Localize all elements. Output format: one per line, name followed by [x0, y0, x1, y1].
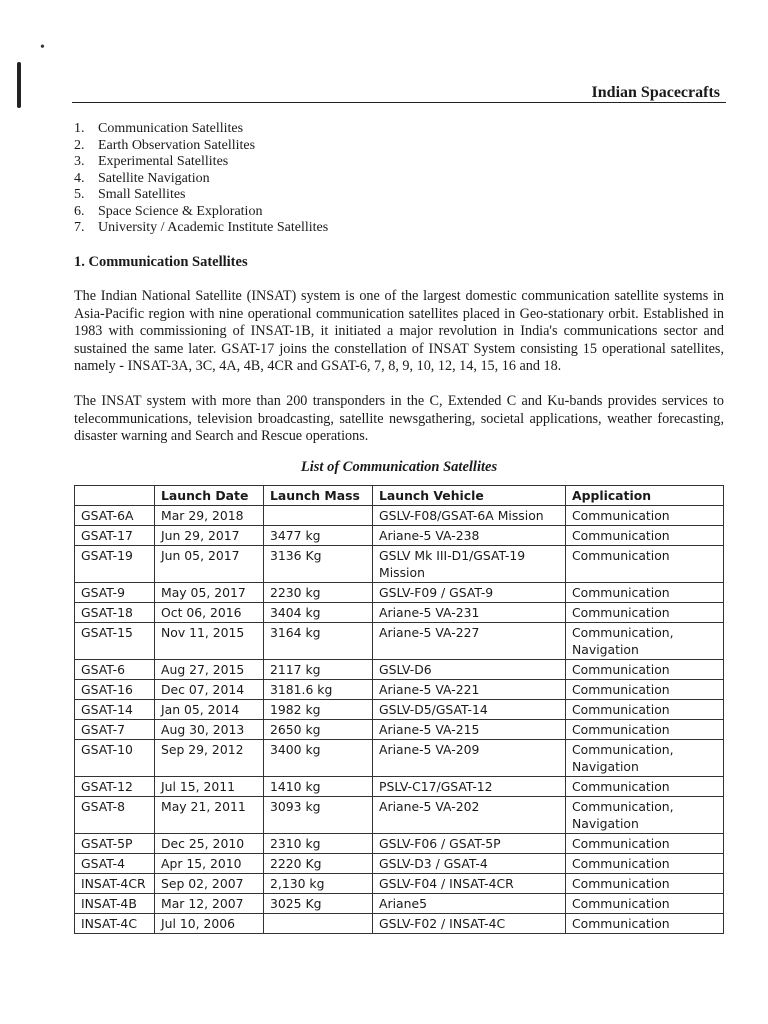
table-cell: Communication [566, 546, 724, 583]
toc-item [74, 154, 328, 171]
table-cell: GSLV-F02 / INSAT-4C [373, 914, 566, 934]
table-row [75, 546, 724, 583]
table-cell: Ariane-5 VA-209 [373, 740, 566, 777]
toc-item [74, 187, 328, 204]
intro-paragraph: The Indian National Satellite (INSAT) system is one of the largest domestic communication satellite systems in Asia-Pacific region with nine operational communication satellites placed in Geo-stationary orbit. Established in 1983 with commissioning of INSAT-1B, it initiated a major revolution in India's communications sector and sustained the same later. GSAT-17 joins the constellation of INSAT System consisting 15 operational satellites, namely - INSAT-3A, 3C, 4A, 4B, 4CR and GSAT-6, 7, 8, 9, 10, 12, 14, 15, 16 and 18. [74, 288, 724, 374]
table-cell: Aug 27, 2015 [155, 660, 264, 680]
table-cell: GSAT-19 [75, 546, 155, 583]
table-cell: Communication [566, 700, 724, 720]
table-cell: Sep 02, 2007 [155, 874, 264, 894]
table-cell: Dec 25, 2010 [155, 834, 264, 854]
table-cell: Ariane-5 VA-231 [373, 603, 566, 623]
table-cell: Communication [566, 874, 724, 894]
table-cell: GSLV-F09 / GSAT-9 [373, 583, 566, 603]
table-cell: Jul 15, 2011 [155, 777, 264, 797]
table-cell: Dec 07, 2014 [155, 680, 264, 700]
column-header: Launch Vehicle [373, 486, 566, 506]
table-cell: 3025 Kg [264, 894, 373, 914]
table-cell: 3400 kg [264, 740, 373, 777]
table-row [75, 603, 724, 623]
table-cell: Ariane-5 VA-215 [373, 720, 566, 740]
table-cell: Apr 15, 2010 [155, 854, 264, 874]
table-row [75, 894, 724, 914]
table-cell: Communication [566, 914, 724, 934]
table-cell: 3404 kg [264, 603, 373, 623]
table-cell: 2310 kg [264, 834, 373, 854]
table-cell: Mar 12, 2007 [155, 894, 264, 914]
table-cell: Communication, Navigation [566, 623, 724, 660]
toc-item-label: Experimental Satellites [98, 154, 229, 169]
toc-item [74, 220, 328, 237]
table-cell: Jun 05, 2017 [155, 546, 264, 583]
table-cell: GSLV Mk III-D1/GSAT-19 Mission [373, 546, 566, 583]
table-cell: GSAT-10 [75, 740, 155, 777]
table-cell: GSAT-14 [75, 700, 155, 720]
table-cell: GSAT-5P [75, 834, 155, 854]
table-cell: GSAT-8 [75, 797, 155, 834]
table-cell: Jan 05, 2014 [155, 700, 264, 720]
services-paragraph: The INSAT system with more than 200 transponders in the C, Extended C and Ku-bands provides services to telecommunications, television broadcasting, satellite newsgathering, societal applications, weather forecasting, disaster warning and Search and Rescue operations. [74, 393, 724, 444]
toc-item-number: 6. [74, 203, 85, 219]
table-header-row [75, 486, 724, 506]
table-cell: Communication [566, 603, 724, 623]
column-header: Application [566, 486, 724, 506]
table-row [75, 834, 724, 854]
section-heading: 1. Communication Satellites [74, 254, 248, 270]
table-row [75, 914, 724, 934]
toc-item-label: Earth Observation Satellites [98, 137, 256, 153]
table-cell: Communication, Navigation [566, 740, 724, 777]
table-cell: GSAT-6 [75, 660, 155, 680]
satellites-table [74, 485, 724, 934]
table-of-contents [74, 121, 328, 237]
table-cell: GSLV-D6 [373, 660, 566, 680]
table-row [75, 526, 724, 546]
table-cell: GSLV-F06 / GSAT-5P [373, 834, 566, 854]
margin-dot-mark: • [40, 40, 45, 55]
toc-item-label: Small Satellites [98, 187, 186, 202]
column-header: Launch Mass [264, 486, 373, 506]
table-cell: Nov 11, 2015 [155, 623, 264, 660]
table-cell: INSAT-4C [75, 914, 155, 934]
table-cell: Communication [566, 660, 724, 680]
toc-item-number: 1. [74, 121, 85, 136]
toc-item-number: 7. [74, 220, 85, 235]
table-cell: Communication [566, 777, 724, 797]
column-header: Launch Date [155, 486, 264, 506]
table-cell [264, 914, 373, 934]
toc-item-label: Communication Satellites [98, 121, 244, 136]
table-cell: 3093 kg [264, 797, 373, 834]
table-cell: 1982 kg [264, 700, 373, 720]
table-cell: Communication [566, 506, 724, 526]
table-row [75, 623, 724, 660]
table-row [75, 506, 724, 526]
table-cell: GSLV-D5/GSAT-14 [373, 700, 566, 720]
table-cell: Communication [566, 834, 724, 854]
toc-item [74, 171, 328, 188]
table-row [75, 740, 724, 777]
table-cell: GSLV-D3 / GSAT-4 [373, 854, 566, 874]
toc-item-label: Space Science & Exploration [98, 203, 263, 219]
toc-item-number: 4. [74, 170, 85, 186]
table-cell: 2230 kg [264, 583, 373, 603]
table-row [75, 854, 724, 874]
table-cell [264, 506, 373, 526]
table-cell: Mar 29, 2018 [155, 506, 264, 526]
table-cell: GSAT-9 [75, 583, 155, 603]
table-cell: GSAT-16 [75, 680, 155, 700]
table-cell: Ariane-5 VA-238 [373, 526, 566, 546]
toc-item [74, 121, 328, 138]
toc-item-label: University / Academic Institute Satellites [98, 220, 329, 235]
table-cell: GSAT-7 [75, 720, 155, 740]
toc-item [74, 204, 328, 221]
table-cell: Communication [566, 583, 724, 603]
table-cell: Ariane-5 VA-227 [373, 623, 566, 660]
toc-item-label: Satellite Navigation [98, 170, 210, 186]
table-cell: 1410 kg [264, 777, 373, 797]
table-caption: List of Communication Satellites [300, 459, 498, 475]
table-cell: GSLV-F08/GSAT-6A Mission [373, 506, 566, 526]
table-cell: Sep 29, 2012 [155, 740, 264, 777]
table-cell: Ariane-5 VA-202 [373, 797, 566, 834]
table-cell: INSAT-4B [75, 894, 155, 914]
table-cell: May 05, 2017 [155, 583, 264, 603]
table-cell: 2,130 kg [264, 874, 373, 894]
table-row [75, 700, 724, 720]
table-cell: 3136 Kg [264, 546, 373, 583]
table-cell: Communication [566, 894, 724, 914]
toc-item-number: 5. [74, 187, 85, 202]
table-cell: GSAT-4 [75, 854, 155, 874]
table-cell: GSAT-18 [75, 603, 155, 623]
table-cell: Communication, Navigation [566, 797, 724, 834]
table-cell: May 21, 2011 [155, 797, 264, 834]
table-cell: 3164 kg [264, 623, 373, 660]
table-row [75, 777, 724, 797]
toc-item [74, 138, 328, 155]
table-cell: 3477 kg [264, 526, 373, 546]
table-cell: Communication [566, 854, 724, 874]
table-cell: GSAT-15 [75, 623, 155, 660]
table-cell: Communication [566, 526, 724, 546]
table-row [75, 874, 724, 894]
table-cell: Oct 06, 2016 [155, 603, 264, 623]
toc-item-number: 2. [74, 137, 85, 153]
table-cell: GSAT-6A [75, 506, 155, 526]
table-cell: Jul 10, 2006 [155, 914, 264, 934]
table-cell: GSLV-F04 / INSAT-4CR [373, 874, 566, 894]
table-cell: Communication [566, 680, 724, 700]
column-header [75, 486, 155, 506]
table-row [75, 680, 724, 700]
margin-mark [17, 62, 21, 108]
page-header-title: Indian Spacecrafts [591, 84, 720, 101]
table-cell: GSAT-12 [75, 777, 155, 797]
table-cell: INSAT-4CR [75, 874, 155, 894]
table-row [75, 720, 724, 740]
table-cell: Ariane5 [373, 894, 566, 914]
table-cell: 2117 kg [264, 660, 373, 680]
table-cell: PSLV-C17/GSAT-12 [373, 777, 566, 797]
table-cell: Aug 30, 2013 [155, 720, 264, 740]
table-row [75, 660, 724, 680]
table-cell: 2220 Kg [264, 854, 373, 874]
table-cell: Ariane-5 VA-221 [373, 680, 566, 700]
table-row [75, 583, 724, 603]
table-cell: GSAT-17 [75, 526, 155, 546]
table-cell: Jun 29, 2017 [155, 526, 264, 546]
table-cell: Communication [566, 720, 724, 740]
toc-item-number: 3. [74, 154, 85, 169]
header-rule [72, 102, 726, 103]
table-cell: 3181.6 kg [264, 680, 373, 700]
table-cell: 2650 kg [264, 720, 373, 740]
table-row [75, 797, 724, 834]
